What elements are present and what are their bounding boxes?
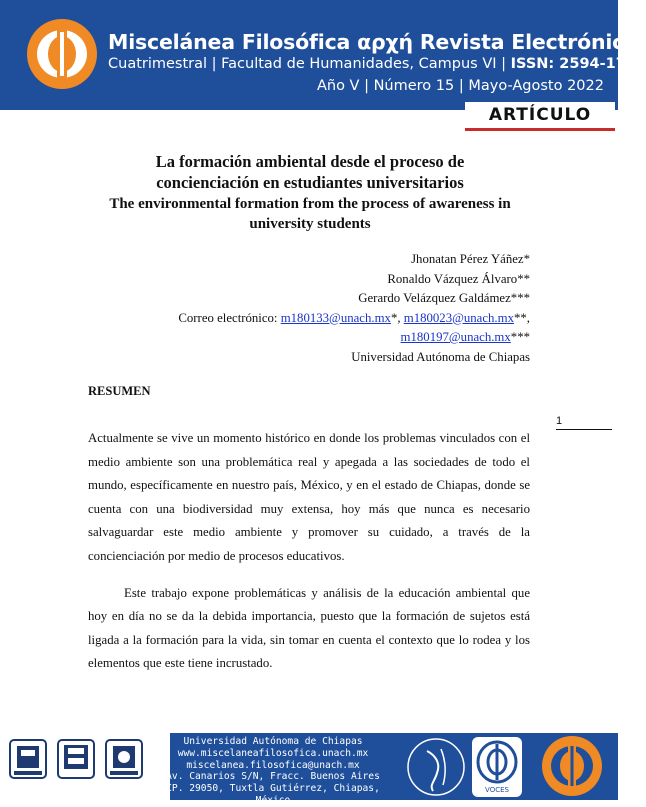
title-es-line2: concienciación en estudiantes universitarios — [156, 173, 464, 192]
email-link-2[interactable]: m180023@unach.mx — [403, 310, 514, 325]
phi-logo-footer-icon — [530, 735, 615, 798]
faculty-seal-icon — [56, 738, 96, 780]
author-1: Jhonatan Pérez Yáñez* — [411, 252, 530, 266]
email-mark-2: **, — [514, 310, 530, 325]
author-block — [178, 250, 530, 367]
journal-issue: Año V | Número 15 | Mayo-Agosto 2022 — [316, 78, 604, 94]
article-title-es — [100, 151, 520, 193]
voces-figure-icon — [405, 737, 467, 797]
email-link-3[interactable]: m180197@unach.mx — [400, 330, 511, 344]
footer-website[interactable]: www.miscelaneafilosofica.unach.mx — [177, 747, 369, 759]
journal-subtitle-text: Cuatrimestral | Facultad de Humanidades, Campus VI | — [108, 56, 511, 72]
title-en-line2: university students — [249, 215, 371, 232]
university-seal-icon — [8, 738, 48, 780]
page-number: 1 — [556, 415, 612, 430]
author-2: Ronaldo Vázquez Álvaro** — [387, 271, 530, 286]
journal-subtitle — [108, 56, 646, 72]
institution: Universidad Autónoma de Chiapas — [351, 349, 530, 364]
email-label: Correo electrónico: — [178, 310, 281, 325]
email-mark-1: *, — [390, 310, 404, 325]
voces-label: VOCES — [485, 786, 509, 794]
abstract-paragraph-1: Actualmente se vive un momento histórico en donde los problemas vinculados con el medio ambiente son una problemática real y apegada a las sociedades de todo el mundo, específicamente en nuestro país, México, y en el estado de Chiapas, donde se cuenta con una biodiversidad muy extensa, hoy más que nunca es necesario salvaguardar este medio ambiente y promover su cuidado, a través de la concienciación por medio de procesos educativos. — [88, 431, 530, 563]
article-title-en — [90, 195, 530, 234]
author-3: Gerardo Velázquez Galdámez*** — [358, 291, 530, 305]
email-link-1[interactable]: m180133@unach.mx — [280, 310, 391, 325]
issn-label: ISSN: 2594-1755 — [510, 56, 646, 72]
humanities-seal-icon — [104, 738, 144, 780]
title-es-line1: La formación ambiental desde el proceso de — [155, 152, 465, 171]
section-badge: ARTÍCULO — [465, 102, 615, 131]
resumen-heading: RESUMEN — [88, 384, 151, 398]
phi-logo-icon — [22, 18, 102, 90]
journal-title: Miscelánea Filosófica αρχή Revista Electrónica — [108, 30, 638, 54]
title-en-line1: The environmental formation from the process of awareness in — [109, 196, 511, 212]
footer-city: CP. 29050, Tuxtla Gutiérrez, Chiapas, México — [166, 783, 380, 806]
footer-email[interactable]: miscelanea.filosofica@unach.mx — [186, 759, 360, 771]
footer-address: Av. Canarios S/N, Fracc. Buenos Aires — [166, 771, 380, 783]
email-line-2 — [178, 328, 530, 348]
footer-university: Universidad Autónoma de Chiapas — [183, 736, 363, 747]
email-mark-3: *** — [510, 330, 530, 344]
footer-contact — [148, 736, 398, 807]
abstract-paragraph-2: Este trabajo expone problemáticas y análisis de la educación ambiental que hoy en día no se da la debida importancia, puesto que la formación de sujetos está ligada a la formación para la vida, sin tomar en cuenta el contexto que lo rodea y los elementos que este tiene incrustado. — [88, 585, 530, 671]
voces-logo — [472, 737, 522, 797]
voces-logo-icon — [472, 737, 522, 797]
email-line — [178, 309, 530, 329]
abstract-body — [88, 427, 530, 689]
